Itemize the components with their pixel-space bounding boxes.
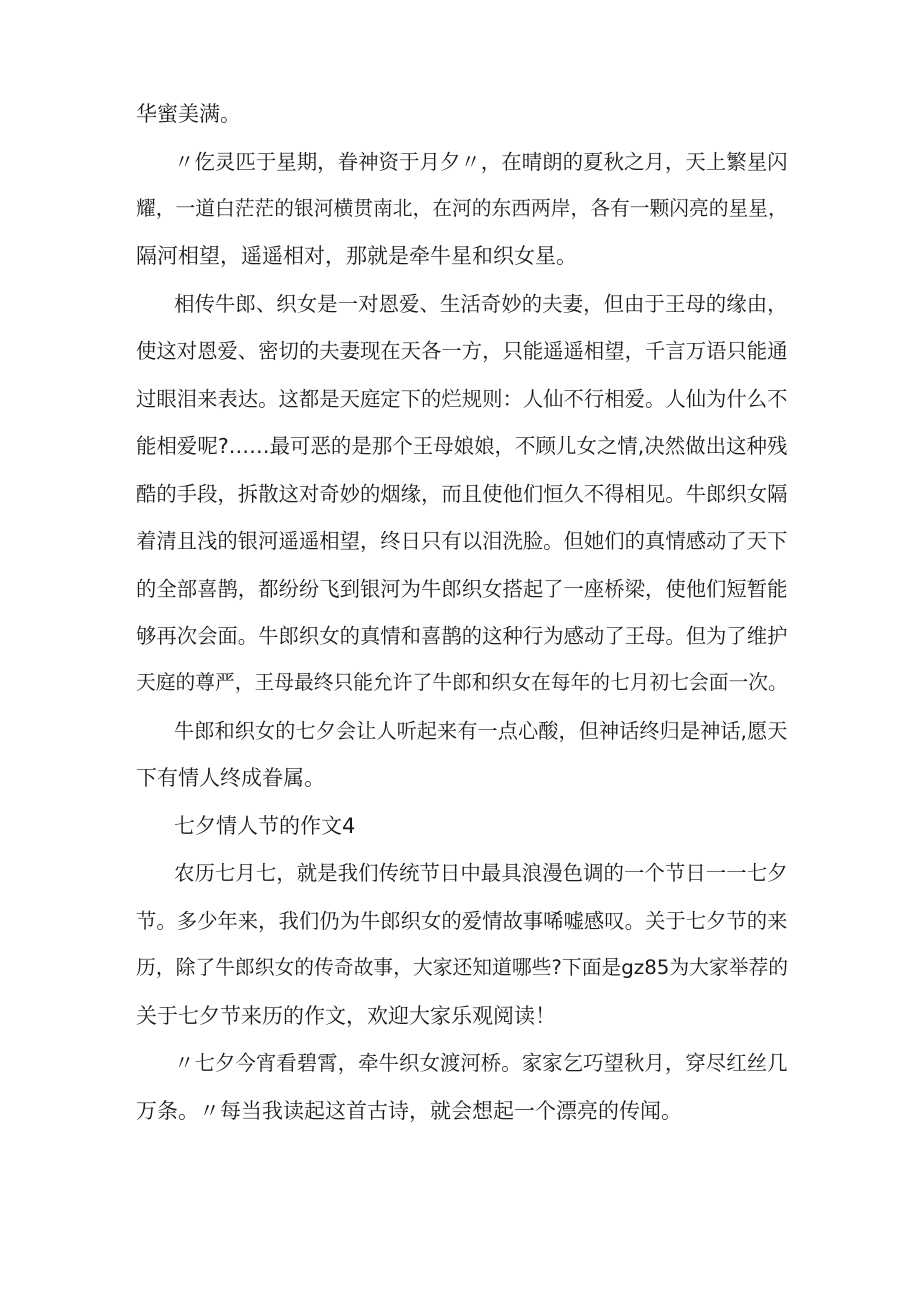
text-line: 酷的手段，拆散这对奇妙的烟缘，而且使他们恒久不得相见。牛郎织女隔 [136,482,788,506]
text-line: 能相爱呢?……最可恶的是那个王母娘娘，不顾儿女之情,决然做出这种残 [136,434,788,458]
text-line: 过眼泪来表达。这都是天庭定下的烂规则：人仙不行相爱。人仙为什么不 [136,387,788,411]
text-line: 历，除了牛郎织女的传奇故事，大家还知道哪些?下面是gz85为大家举荐的 [136,956,789,979]
text-line: 关于七夕节来历的作文，欢迎大家乐观阅读！ [136,1004,556,1028]
text-line: 的全部喜鹊，都纷纷飞到银河为牛郎织女搭起了一座桥梁，使他们短暂能 [136,577,788,601]
text-line: 节。多少年来，我们仍为牛郎织女的爱情故事唏嘘感叹。关于七夕节的来 [136,909,788,933]
text-line: 使这对恩爱、密切的夫妻现在天各一方，只能遥遥相望，千言万语只能通 [136,339,788,363]
text-line: 天庭的尊严，王母最终只能允许了牛郎和织女在每年的七月初七会面一次。 [136,671,788,694]
text-line: 华蜜美满。 [136,102,241,126]
section-heading: 七夕情人节的作文4 [174,814,356,838]
text-line: 相传牛郎、织女是一对恩爱、生活奇妙的夫妻，但由于王母的缘由， [174,292,788,316]
text-line: 〃七夕今宵看碧霄，牵牛织女渡河桥。家家乞巧望秋月，穿尽红丝几 [174,1051,788,1075]
text-line: 下有情人终成眷属。 [136,766,325,790]
text-line: 够再次会面。牛郎织女的真情和喜鹊的这种行为感动了王母。但为了维护 [136,624,788,648]
text-line: 着清且浅的银河遥遥相望，终日只有以泪洗脸。但她们的真情感动了天下 [136,529,788,553]
text-line: 牛郎和织女的七夕会让人听起来有一点心酸，但神话终归是神话,愿天 [174,719,788,743]
text-line: 农历七月七，就是我们传统节日中最具浪漫色调的一个节日一一七夕 [174,861,788,885]
text-line: 万条。〃每当我读起这首古诗，就会想起一个漂亮的传闻。 [136,1099,682,1123]
text-line: 隔河相望，遥遥相对，那就是牵牛星和织女星。 [136,244,577,268]
text-line: 耀，一道白茫茫的银河横贯南北，在河的东西两岸，各有一颗闪亮的星星， [136,197,788,220]
text-line: 〃仡灵匹于星期，眷神资于月夕〃，在晴朗的夏秋之月，天上繁星闪 [174,150,788,174]
